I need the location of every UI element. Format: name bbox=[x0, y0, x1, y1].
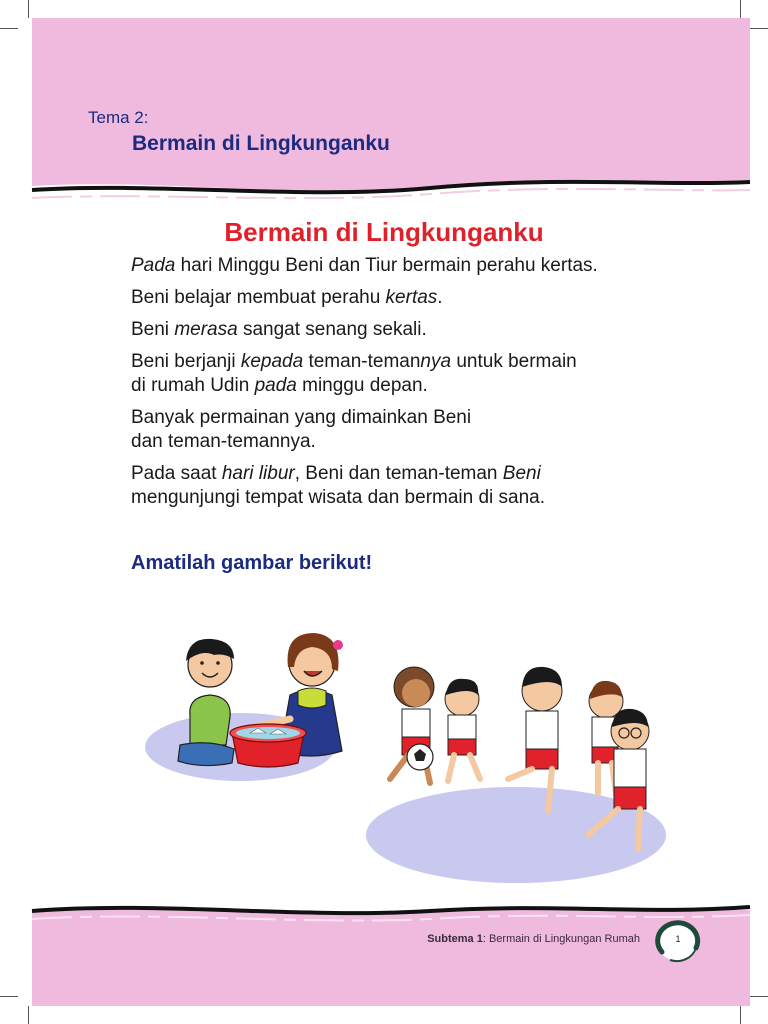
children-playing-illustration bbox=[140, 615, 680, 890]
story-paragraph bbox=[131, 462, 691, 510]
italic-word: kepada bbox=[240, 351, 304, 372]
subtema-label: Subtema 1 bbox=[427, 933, 483, 945]
crop-mark bbox=[0, 996, 18, 997]
text-segment: . bbox=[437, 287, 443, 308]
text-segment: mengunjungi tempat wisata dan bermain di sana. bbox=[131, 487, 546, 508]
child-running-small-figure bbox=[445, 679, 480, 781]
story-paragraph bbox=[131, 406, 691, 454]
italic-word: hari libur bbox=[221, 463, 295, 484]
crop-mark bbox=[740, 1006, 741, 1024]
story-paragraph bbox=[131, 286, 691, 310]
text-segment: Pada saat bbox=[131, 463, 222, 484]
crop-mark bbox=[750, 996, 768, 997]
text-segment: Banyak permainan yang dimainkan Beni bbox=[131, 407, 472, 428]
italic-word: pada bbox=[254, 375, 297, 396]
crop-mark bbox=[28, 1006, 29, 1024]
crop-mark bbox=[750, 28, 768, 29]
text-segment: Beni bbox=[131, 319, 175, 340]
footer-subtema bbox=[427, 933, 640, 945]
tema-title: Bermain di Lingkunganku bbox=[132, 132, 390, 155]
text-segment: untuk bermain bbox=[451, 351, 577, 372]
italic-word: Beni bbox=[502, 463, 541, 484]
crop-mark bbox=[740, 0, 741, 18]
soccer-ball-icon bbox=[407, 744, 433, 770]
crop-mark bbox=[28, 0, 29, 18]
text-segment: di rumah Udin bbox=[131, 375, 255, 396]
story-paragraph bbox=[131, 350, 691, 398]
tema-label: Tema 2: bbox=[88, 108, 149, 127]
italic-word: nya bbox=[420, 351, 452, 372]
page-title: Bermain di Lingkunganku bbox=[224, 217, 544, 247]
text-segment: dan teman-temannya. bbox=[131, 431, 316, 452]
italic-word: kertas bbox=[385, 287, 438, 308]
page-number: 1 bbox=[675, 934, 681, 944]
text-segment: , Beni dan teman-teman bbox=[294, 463, 503, 484]
instruction-heading: Amatilah gambar berikut! bbox=[131, 552, 373, 574]
story-text bbox=[131, 254, 691, 518]
text-segment: sangat senang sekali. bbox=[237, 319, 427, 340]
text-segment: teman-teman bbox=[303, 351, 421, 372]
crop-mark bbox=[0, 28, 18, 29]
boy-sitting-figure bbox=[178, 639, 234, 766]
red-bowl bbox=[230, 724, 306, 767]
text-segment: hari Minggu Beni dan Tiur bermain perahu kertas. bbox=[175, 255, 598, 276]
text-segment: minggu depan. bbox=[296, 375, 428, 396]
subtema-title: : Bermain di Lingkungan Rumah bbox=[482, 933, 640, 945]
italic-word: Pada bbox=[131, 255, 176, 276]
italic-word: merasa bbox=[174, 319, 238, 340]
header-wave bbox=[0, 170, 768, 210]
story-paragraph bbox=[131, 254, 691, 278]
text-segment: Beni belajar membuat perahu bbox=[131, 287, 386, 308]
text-segment: Beni berjanji bbox=[131, 351, 241, 372]
story-paragraph bbox=[131, 318, 691, 342]
